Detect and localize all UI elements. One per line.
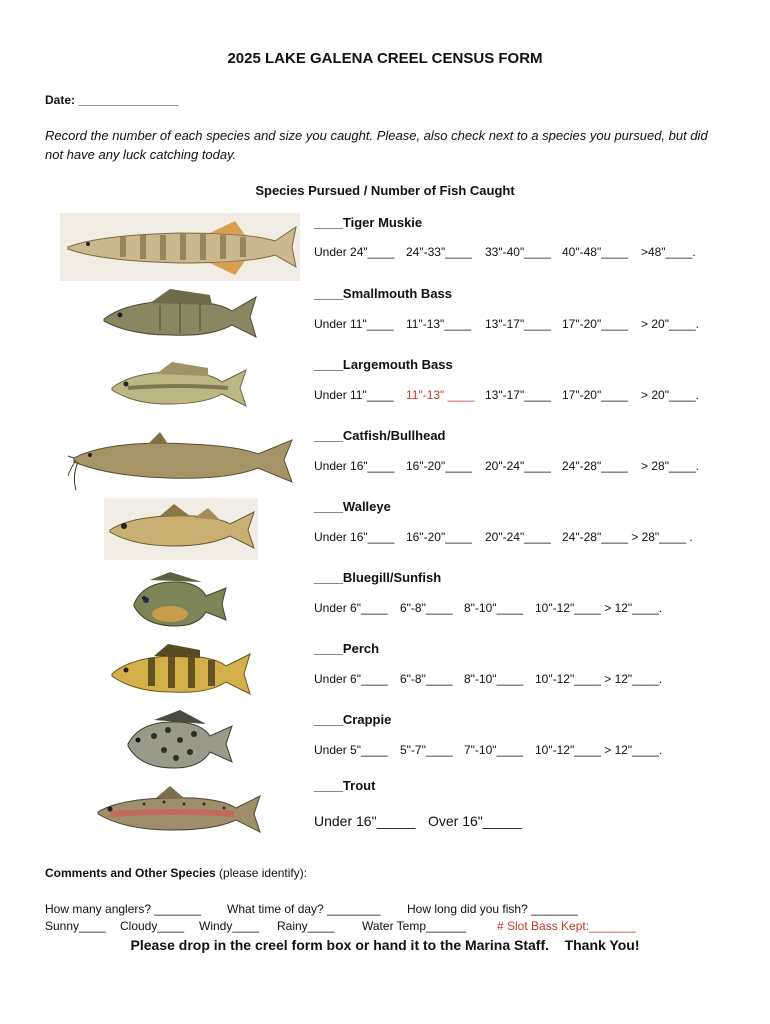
species-smallmouth-bass[interactable]: ____Smallmouth Bass bbox=[314, 286, 453, 301]
anglers-field[interactable]: How many anglers? _______ bbox=[45, 902, 202, 916]
size-field[interactable]: 10"-12"____ > 12"____. bbox=[535, 601, 663, 615]
species-bluegill-sunfish[interactable]: ____Bluegill/Sunfish bbox=[314, 570, 442, 585]
tiger-muskie-icon bbox=[60, 213, 300, 281]
crappie-icon bbox=[124, 710, 236, 776]
size-field[interactable]: Under 6"____ bbox=[314, 672, 388, 686]
footer-instructions: Please drop in the creel form box or hand it to the Marina Staff. Thank You! bbox=[130, 937, 640, 953]
page-title: 2025 LAKE GALENA CREEL CENSUS FORM bbox=[227, 50, 543, 67]
size-field[interactable]: 6"-8"____ bbox=[400, 601, 453, 615]
size-field[interactable]: 24"-33"____ bbox=[406, 245, 472, 259]
size-field[interactable]: 24"-28"____ bbox=[562, 459, 628, 473]
size-field[interactable]: 6"-8"____ bbox=[400, 672, 453, 686]
species-walleye[interactable]: ____Walleye bbox=[314, 499, 391, 514]
size-field-highlighted[interactable]: 11"-13" ____ bbox=[406, 388, 475, 402]
water-temp-field[interactable]: Water Temp______ bbox=[362, 919, 467, 933]
species-tiger-muskie[interactable]: ____Tiger Muskie bbox=[314, 215, 423, 230]
size-field[interactable]: 16"-20"____ bbox=[406, 459, 472, 473]
largemouth-bass-icon bbox=[108, 358, 250, 414]
size-field[interactable]: Under 24"____ bbox=[314, 245, 395, 259]
size-field[interactable]: 17"-20"____ bbox=[562, 317, 628, 331]
species-trout[interactable]: ____Trout bbox=[314, 778, 376, 793]
size-field[interactable]: Under 5"____ bbox=[314, 743, 388, 757]
species-largemouth-bass[interactable]: ____Largemouth Bass bbox=[314, 357, 453, 372]
slot-bass-field[interactable]: # Slot Bass Kept:_______ bbox=[497, 919, 636, 933]
bluegill-icon bbox=[130, 570, 230, 636]
section-heading: Species Pursued / Number of Fish Caught bbox=[255, 183, 515, 198]
size-field[interactable]: 10"-12"____ > 12"____. bbox=[535, 743, 663, 757]
rainy-field[interactable]: Rainy____ bbox=[277, 919, 335, 933]
size-field[interactable]: Over 16"_____ bbox=[428, 813, 522, 829]
species-perch[interactable]: ____Perch bbox=[314, 641, 380, 656]
comments-label[interactable] bbox=[45, 866, 307, 880]
size-field[interactable]: > 20"____. bbox=[641, 317, 699, 331]
size-field[interactable]: 5"-7"____ bbox=[400, 743, 453, 757]
instructions: Record the number of each species and size you caught. Please, also check next to a species you pursued, but did not have any luck catching today. bbox=[45, 128, 708, 162]
smallmouth-bass-icon bbox=[100, 285, 260, 349]
size-field[interactable]: 13"-17"____ bbox=[485, 317, 551, 331]
cloudy-field[interactable]: Cloudy____ bbox=[120, 919, 185, 933]
size-field[interactable]: 20"-24"____ bbox=[485, 459, 551, 473]
size-field[interactable]: Under 6"____ bbox=[314, 601, 388, 615]
species-catfish-bullhead[interactable]: ____Catfish/Bullhead bbox=[314, 428, 446, 443]
size-field[interactable]: > 28"____. bbox=[641, 459, 699, 473]
size-field[interactable]: 17"-20"____ bbox=[562, 388, 628, 402]
catfish-icon bbox=[68, 428, 296, 492]
size-field[interactable]: Under 11"____ bbox=[314, 317, 394, 331]
size-field[interactable]: 8"-10"____ bbox=[464, 672, 524, 686]
size-field[interactable]: 10"-12"____ > 12"____. bbox=[535, 672, 663, 686]
size-field[interactable]: Under 16"____ bbox=[314, 530, 395, 544]
size-field[interactable]: > 20"____. bbox=[641, 388, 699, 402]
size-field[interactable]: 40"-48"____ bbox=[562, 245, 628, 259]
comments-title: Comments and Other Species bbox=[45, 866, 216, 880]
size-field[interactable]: 13"-17"____ bbox=[485, 388, 551, 402]
sunny-field[interactable]: Sunny____ bbox=[45, 919, 106, 933]
size-field[interactable]: 11"-13"____ bbox=[406, 317, 472, 331]
trout-icon bbox=[94, 782, 264, 844]
size-field[interactable]: 33"-40"____ bbox=[485, 245, 551, 259]
size-field[interactable]: Under 16"____ bbox=[314, 459, 395, 473]
comments-hint: (please identify): bbox=[215, 866, 308, 880]
perch-icon bbox=[108, 642, 254, 704]
duration-field[interactable]: How long did you fish? _______ bbox=[407, 902, 578, 916]
size-field[interactable]: 20"-24"____ bbox=[485, 530, 551, 544]
time-of-day-field[interactable]: What time of day? ________ bbox=[227, 902, 381, 916]
windy-field[interactable]: Windy____ bbox=[199, 919, 260, 933]
size-field[interactable]: Under 16"_____ bbox=[314, 813, 416, 829]
walleye-icon bbox=[104, 498, 258, 560]
size-field[interactable]: 24"-28"____ > 28"____ . bbox=[562, 530, 693, 544]
size-field[interactable]: 16"-20"____ bbox=[406, 530, 472, 544]
date-field[interactable]: Date: _______________ bbox=[45, 93, 179, 107]
size-field[interactable]: 7"-10"____ bbox=[464, 743, 524, 757]
size-field[interactable]: Under 11"____ bbox=[314, 388, 394, 402]
size-field[interactable]: >48"____. bbox=[641, 245, 696, 259]
species-crappie[interactable]: ____Crappie bbox=[314, 712, 392, 727]
size-field[interactable]: 8"-10"____ bbox=[464, 601, 524, 615]
